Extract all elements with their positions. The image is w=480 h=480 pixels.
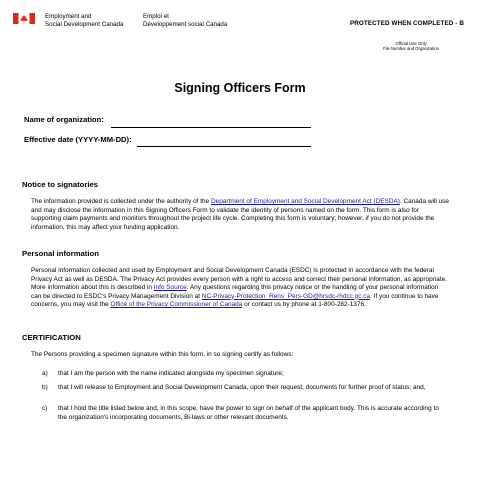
item-marker: c) xyxy=(42,405,48,412)
personal-text-1: Personal information collected and used by Employment and Social Development Canada (ESDC) is protected in accordance with the federal Privacy Act as well as DESDA. The Privacy Act provides every person with a right to access and correct their personal information, as appropriate. More information about this is described in xyxy=(31,267,447,291)
organization-label: Name of organization: xyxy=(24,115,104,124)
privacy-commissioner-link[interactable]: Office of the Privacy Commissioner of Canada xyxy=(110,301,243,308)
item-marker: b) xyxy=(42,384,48,391)
personal-text-2: . Any questions regarding this privacy notice or the handling of your personal information can be directed to ESDC's Privacy Management Division at xyxy=(31,284,439,300)
notice-text-2: . Canada will use and may disclose the information in this Signing Officers Form to validate the identity of persons named on the form. This form is also for supporting claim payments and monitors throughout the project life cycle. Completing this form is voluntary; however, if you do not provide the information, this may affect your funding application. xyxy=(31,198,449,231)
department-en-line-1: Employment and xyxy=(45,13,92,20)
office-use-line-2: File Number and Organization xyxy=(383,46,439,52)
item-marker: a) xyxy=(42,370,48,377)
department-fr-line-2: Développement social Canada xyxy=(143,20,228,28)
notice-text-1: The information provided is collected under the authority of the xyxy=(31,198,211,205)
department-en-line-2: Social Development Canada xyxy=(45,20,124,28)
desda-link[interactable]: Department of Employment and Social Development Act (DESDA) xyxy=(211,198,400,205)
effective-date-label: Effective date (YYYY-MM-DD): xyxy=(24,135,132,144)
certification-heading: CERTIFICATION xyxy=(22,333,81,342)
protected-label: PROTECTED WHEN COMPLETED - B xyxy=(349,20,464,27)
personal-text-3: . If you continue to have concerns, you may visit the xyxy=(31,292,439,308)
notice-paragraph xyxy=(31,198,449,232)
item-text: that I will release to Employment and Social Development Canada, upon their request, documents for further proof of status; and, xyxy=(58,384,426,391)
item-text: that I hold the title listed below and, in this scope, have the power to sign on behalf of the applicant body. This is accurate according to the organization's incorporating documents, Bi-laws or other relevant documents. xyxy=(58,405,439,421)
certification-intro: The Persons providing a specimen signature within this form, in so signing certify as follows: xyxy=(31,351,294,358)
effective-date-field[interactable] xyxy=(137,146,311,147)
organization-field[interactable] xyxy=(111,127,311,128)
form-title: Signing Officers Form xyxy=(174,81,306,95)
personal-info-paragraph xyxy=(31,267,449,310)
certification-item-b xyxy=(42,384,449,393)
notice-heading: Notice to signatories xyxy=(22,180,99,189)
canada-flag-icon xyxy=(13,13,35,24)
info-source-link[interactable]: Info Source xyxy=(153,284,187,291)
department-fr-line-1: Emploi et xyxy=(143,13,169,20)
item-text: that I am the person with the name indicated alongside my specimen signature; xyxy=(58,370,284,377)
certification-item-a xyxy=(42,370,449,379)
personal-info-heading: Personal information xyxy=(22,249,99,258)
certification-item-c xyxy=(42,405,449,422)
department-name-en xyxy=(45,13,123,28)
privacy-email-link[interactable]: NC-Privacy-Protection_Rens_Pers-GD@hrsdc-rhdcc.gc.ca xyxy=(201,292,371,300)
department-name-fr xyxy=(143,13,227,28)
personal-text-4: or contact us by phone at 1-800-282-1376. xyxy=(242,301,366,308)
office-use-box xyxy=(383,41,439,52)
office-use-line-1: Official Use Only xyxy=(395,41,427,46)
